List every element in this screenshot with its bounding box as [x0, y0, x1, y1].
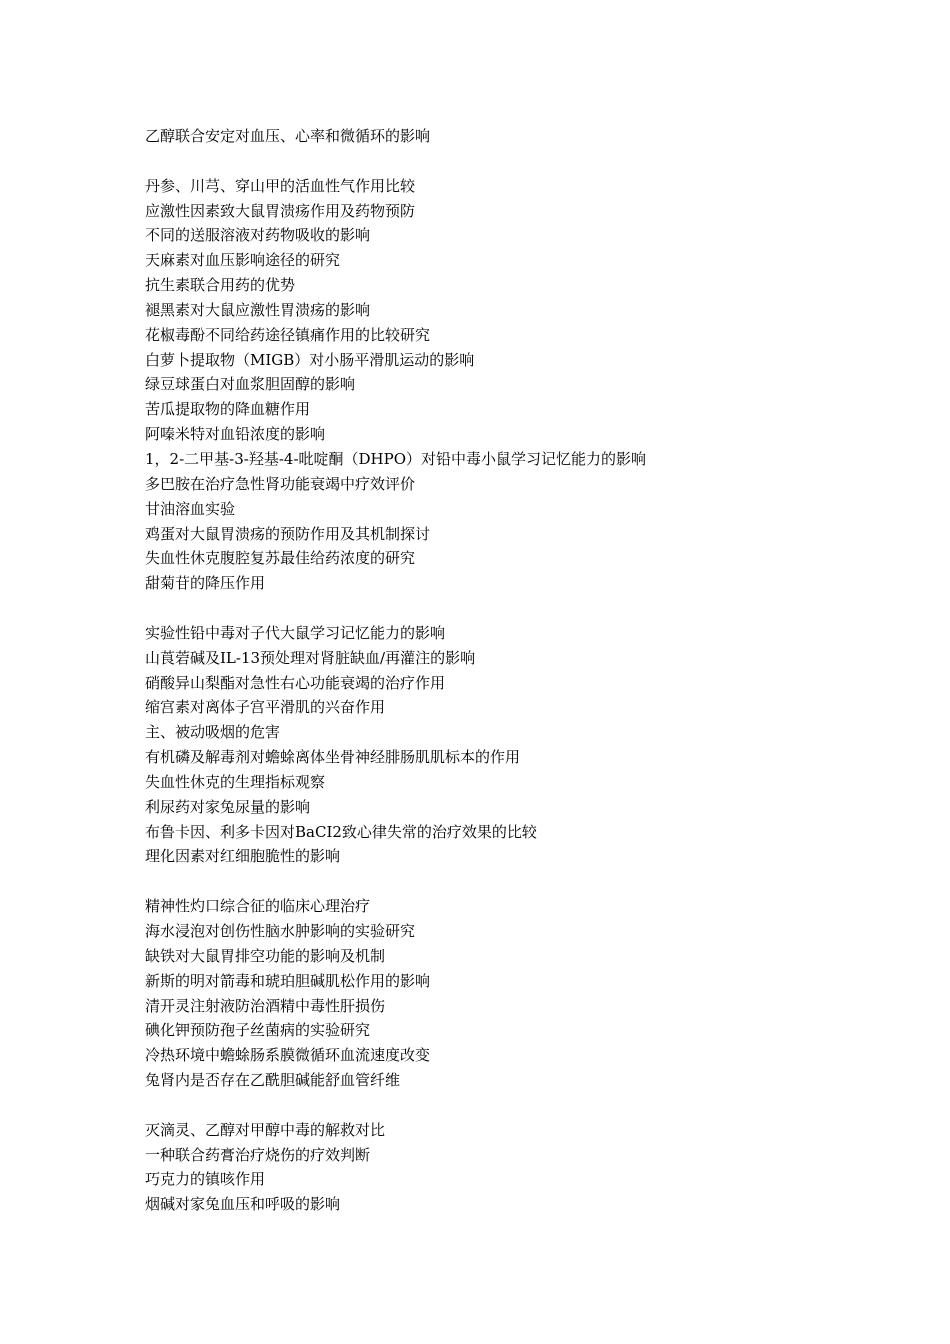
- line: 利尿药对家兔尿量的影响: [145, 797, 311, 816]
- line: 新斯的明对箭毒和琥珀胆碱肌松作用的影响: [145, 971, 431, 990]
- line: 有机磷及解毒剂对蟾蜍离体坐骨神经腓肠肌肌标本的作用: [145, 748, 521, 767]
- line: 缺铁对大鼠胃排空功能的影响及机制: [145, 946, 386, 965]
- blank-line: [145, 596, 905, 621]
- line: 理化因素对红细胞脆性的影响: [145, 847, 341, 866]
- line: 精神性灼口综合征的临床心理治疗: [145, 897, 371, 916]
- line: 丹参、川芎、穿山甲的活血性气作用比较: [145, 176, 416, 195]
- blank-line: [145, 869, 905, 894]
- line: 冷热环境中蟾蜍肠系膜微循环血流速度改变: [145, 1046, 431, 1065]
- line: 乙醇联合安定对血压、心率和微循环的影响: [145, 127, 431, 145]
- line: 缩宫素对离体子宫平滑肌的兴奋作用: [145, 698, 386, 717]
- line: 碘化钾预防孢子丝菌病的实验研究: [145, 1021, 371, 1040]
- line: 应激性因素致大鼠胃溃疡作用及药物预防: [145, 201, 416, 220]
- line: 巧克力的镇咳作用: [145, 1170, 266, 1189]
- line: 多巴胺在治疗急性肾功能衰竭中疗效评价: [145, 474, 416, 493]
- line: 不同的送服溶液对药物吸收的影响: [145, 226, 371, 245]
- line: 布鲁卡因、利多卡因对BaCI2致心律失常的治疗效果的比较: [145, 822, 537, 841]
- line: 抗生素联合用药的优势: [145, 276, 296, 295]
- line: 失血性休克的生理指标观察: [145, 772, 326, 791]
- line: 白萝卜提取物（MIGB）对小肠平滑肌运动的影响: [145, 350, 475, 369]
- line: 失血性休克腹腔复苏最佳给药浓度的研究: [145, 549, 416, 568]
- line: 一种联合药膏治疗烧伤的疗效判断: [145, 1145, 371, 1164]
- line: 绿豆球蛋白对血浆胆固醇的影响: [145, 375, 356, 394]
- blank-line: [145, 149, 905, 174]
- line: 清开灵注射液防治酒精中毒性肝损伤: [145, 996, 386, 1015]
- document-body: [145, 124, 905, 1217]
- line: 甘油溶血实验: [145, 499, 236, 518]
- line: 硝酸异山梨酯对急性右心功能衰竭的治疗作用: [145, 673, 446, 692]
- line: 甜菊苷的降压作用: [145, 574, 266, 593]
- line: 阿嗪米特对血铅浓度的影响: [145, 425, 326, 444]
- line: 主、被动吸烟的危害: [145, 723, 281, 742]
- line: 灭滴灵、乙醇对甲醇中毒的解救对比: [145, 1120, 386, 1139]
- line: 海水浸泡对创伤性脑水肿影响的实验研究: [145, 922, 416, 940]
- line: 1，2-二甲基-3-羟基-4-吡啶酮（DHPO）对铅中毒小鼠学习记忆能力的影响: [145, 449, 647, 468]
- line: 褪黑素对大鼠应激性胃溃疡的影响: [145, 300, 371, 319]
- line: 山莨菪碱及IL-13预处理对肾脏缺血/再灌注的影响: [145, 648, 476, 667]
- line: 花椒毒酚不同给药途径镇痛作用的比较研究: [145, 325, 431, 344]
- line: 兔肾内是否存在乙酰胆碱能舒血管纤维: [145, 1071, 401, 1090]
- line: 苦瓜提取物的降血糖作用: [145, 400, 311, 419]
- line: 烟碱对家兔血压和呼吸的影响: [145, 1195, 341, 1214]
- blank-line: [145, 1093, 905, 1118]
- line: 实验性铅中毒对子代大鼠学习记忆能力的影响: [145, 623, 446, 642]
- line: 鸡蛋对大鼠胃溃疡的预防作用及其机制探讨: [145, 524, 431, 543]
- line: 天麻素对血压影响途径的研究: [145, 251, 341, 270]
